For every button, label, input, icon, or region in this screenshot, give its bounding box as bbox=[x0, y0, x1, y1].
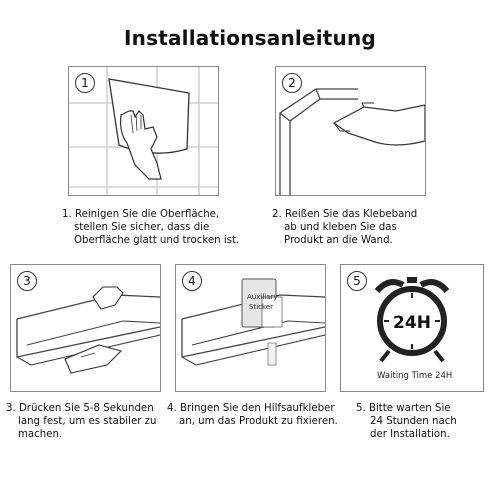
step-4-illustration bbox=[175, 264, 326, 392]
step-4-caption-line: 4. Bringen Sie den Hilfsaufkleber bbox=[167, 403, 335, 414]
step-1-number-badge: 1 bbox=[75, 73, 95, 93]
step-5-caption-line: der Installation. bbox=[370, 429, 450, 440]
step-5-caption-line: 24 Stunden nach bbox=[370, 416, 457, 427]
step-1-caption-line: 1. Reinigen Sie die Oberfläche, bbox=[62, 209, 220, 220]
step-3-caption bbox=[6, 402, 156, 441]
step-5-illustration bbox=[340, 264, 484, 392]
step-3-caption-line: 3. Drücken Sie 5-8 Sekunden bbox=[6, 403, 154, 414]
step-3-number-badge: 3 bbox=[17, 271, 37, 291]
clock-face-label: 24H bbox=[393, 313, 431, 333]
step-3-illustration bbox=[10, 264, 161, 392]
step-5-caption-line: 5. Bitte warten Sie bbox=[356, 403, 451, 414]
page-title: Installationsanleitung bbox=[124, 26, 376, 50]
step-2-illustration bbox=[275, 66, 426, 196]
step-1-caption bbox=[62, 208, 239, 247]
step-4-caption bbox=[167, 402, 338, 428]
step-4-caption-line: an, um das Produkt zu fixieren. bbox=[179, 416, 338, 427]
step-2-caption bbox=[272, 208, 417, 247]
step-2-caption-line: Produkt an die Wand. bbox=[284, 235, 393, 246]
waiting-time-label: Waiting Time 24H bbox=[377, 371, 453, 381]
sticker-label-line-1: Auxiliary bbox=[247, 293, 278, 301]
step-1-illustration bbox=[68, 66, 219, 196]
step-3-caption-line: lang fest, um es stabiler zu bbox=[18, 416, 157, 427]
sticker-label-line-2: Sticker bbox=[249, 303, 273, 311]
step-4-number-badge: 4 bbox=[182, 271, 202, 291]
step-5-number-badge: 5 bbox=[347, 271, 367, 291]
step-2-caption-line: 2. Reißen Sie das Klebeband bbox=[272, 209, 418, 220]
step-2-number-badge: 2 bbox=[282, 73, 302, 93]
step-1-caption-line: Oberfläche glatt und trocken ist. bbox=[74, 235, 240, 246]
step-1-caption-line: stellen Sie sicher, dass die bbox=[74, 222, 210, 233]
step-5-caption bbox=[356, 402, 457, 441]
step-3-caption-line: machen. bbox=[18, 429, 63, 440]
step-2-caption-line: ab und kleben Sie das bbox=[284, 222, 397, 233]
